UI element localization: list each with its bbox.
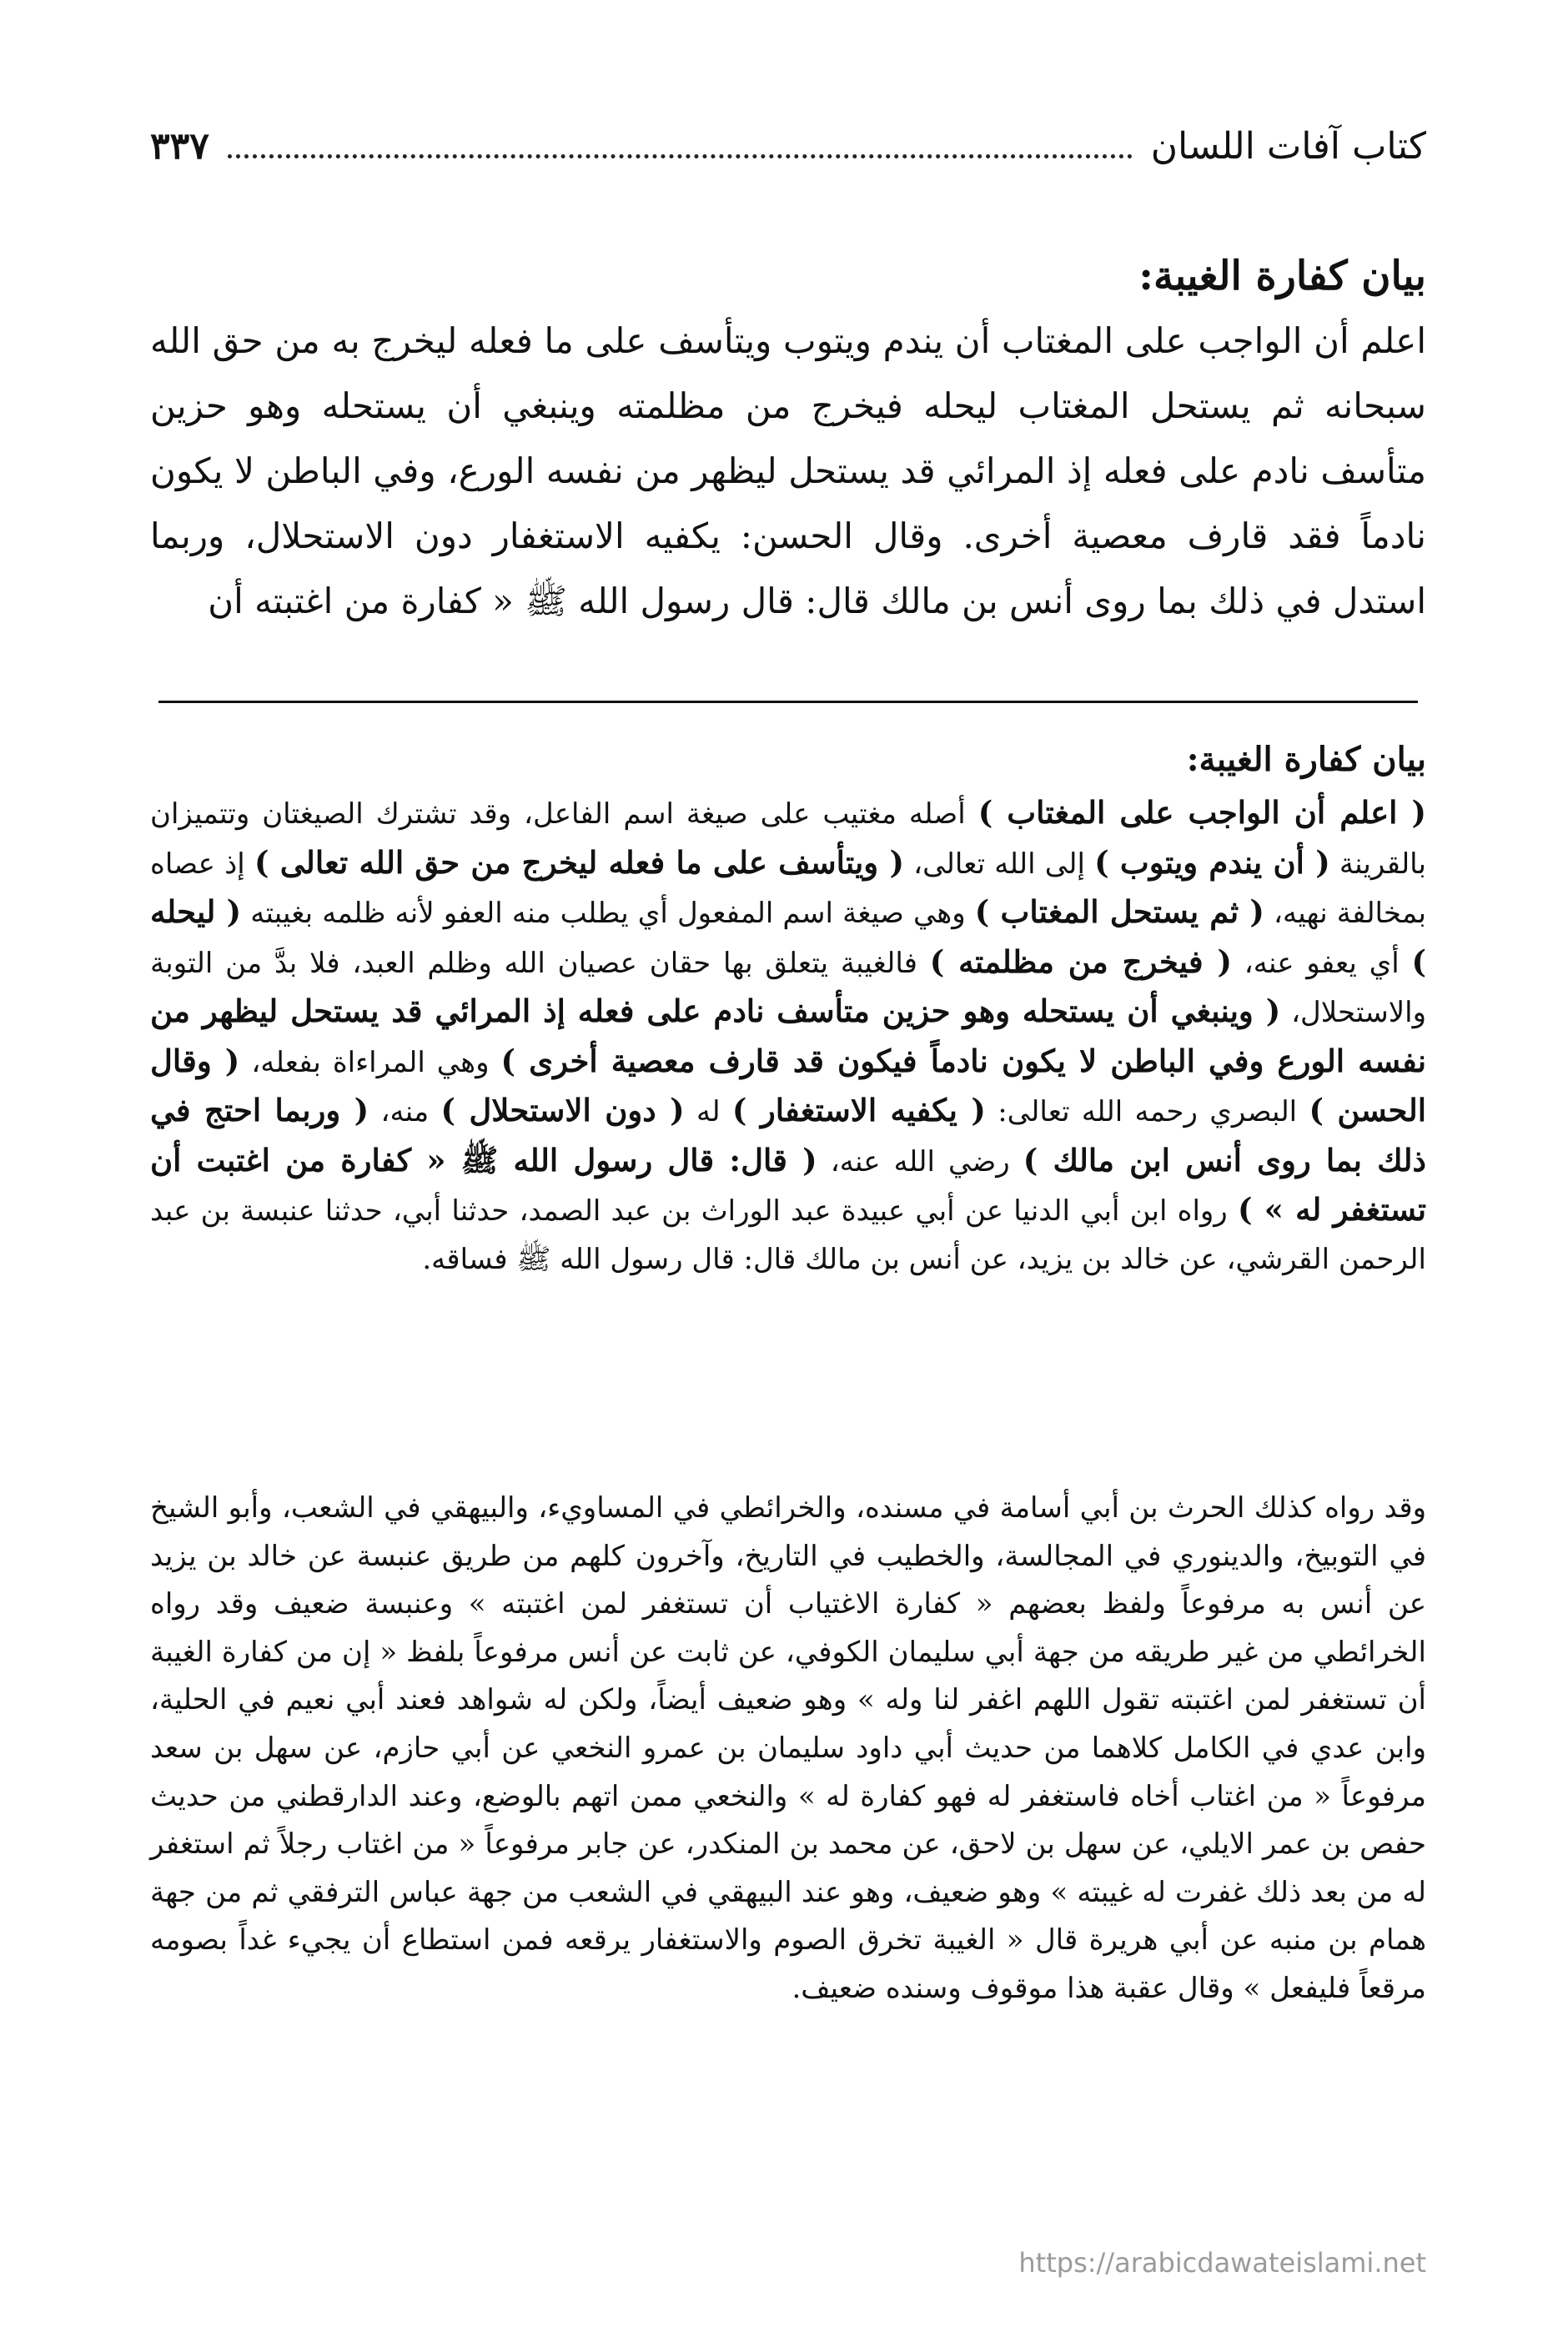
quoted-matn-segment: ( أن يندم ويتوب ) <box>1094 843 1330 881</box>
matn-heading: بيان كفارة الغيبة: <box>1138 253 1426 299</box>
sharh-heading: بيان كفارة الغيبة: <box>1186 740 1426 779</box>
quoted-matn-segment: ( وينبغي أن يستحله وهو حزين متأسف نادم على فعله إذ المرائي قد يستحل ليظهر من نفسه الورع وفي الباطن لا يكون نادماً فيكون قد قارف معصية أخرى ) <box>150 993 1426 1079</box>
leader-dots <box>228 154 1133 158</box>
commentary-segment: وهي صيغة اسم المفعول أي يطلب منه العفو لأنه ظلمه بغيبته <box>241 897 975 930</box>
commentary-segment: رواه ابن أبي الدنيا عن أبي عبيدة عبد الوراث بن عبد الصمد، حدثنا أبي، حدثنا عنبسة بن عبد الرحمن القرشي، عن خالد بن يزيد، عن أنس بن مالك قال: قال رسول الله ﷺ فساقه. <box>150 1194 1426 1276</box>
quoted-matn-segment: ( ثم يستحل المغتاب ) <box>974 893 1264 930</box>
sharh-section <box>150 731 1426 1284</box>
takhrij-text: وقد رواه كذلك الحرث بن أبي أسامة في مسنده، والخرائطي في المساويء، والبيهقي في الشعب، وأبو الشيخ في التوبيخ، والدينوري في المجالسة، والخطيب في التاريخ، وآخرون كلهم من طريق عنبسة عن خالد بن يزيد عن أنس به مرفوعاً ولفظ بعضهم « كفارة الاغتياب أن تستغفر لمن اغتبته » وعنبسة ضعيف وقد رواه الخرائطي من غير طريقه من جهة أبي سليمان الكوفي، عن ثابت عن أنس مرفوعاً بلفظ « إن من كفارة الغيبة أن تستغفر لمن اغتبته تقول اللهم اغفر لنا وله » وهو ضعيف أيضاً، ولكن له شواهد فعند أبي نعيم في الحلية، وابن عدي في الكامل كلاهما من حديث أبي داود سليمان بن عمرو النخعي عن أبي حازم، عن سهل بن سعد مرفوعاً « من اغتاب أخاه فاستغفر له فهو كفارة له » والنخعي ممن اتهم بالوضع، وعند الدارقطني من حديث حفص بن عمر الايلي، عن سهل بن لاحق، عن محمد بن المنكدر، عن جابر مرفوعاً « من اغتاب رجلاً ثم استغفر له من بعد ذلك غفرت له غيبته » وهو ضعيف، وهو عند البيهقي في الشعب من جهة عباس الترفقي ثم من جهة همام بن منبه عن أبي هريرة قال « الغيبة تخرق الصوم والاستغفار يرقعه فمن استطاع أن يجيء غداً بصومه مرقعاً فليفعل » وقال عقبة هذا موقوف وسنده ضعيف. <box>150 1491 1426 2005</box>
running-head <box>150 117 1426 175</box>
commentary-segment: إذ عصاه بمخالفة نهيه، <box>150 847 1426 930</box>
commentary-segment: له <box>684 1095 732 1128</box>
commentary-segment: أصله مغتيب على صيغة اسم الفاعل، وقد تشترك الصيغتان وتتميزان بالقرينة <box>150 797 1427 881</box>
book-title: كتاب آفات اللسان <box>1150 124 1426 168</box>
divider-line <box>158 701 1418 703</box>
quoted-matn-segment: ( يكفيه الاستغفار ) <box>731 1092 986 1128</box>
matn-text: اعلم أن الواجب على المغتاب أن يندم ويتوب ويتأسف على ما فعله ليخرج به من حق الله سبحانه ثم يستحل المغتاب ليحله فيخرج من مظلمته وينبغي أن يستحله وهو حزين متأسف نادم على فعله إذ المرائي قد يستحل ليظهر من نفسه الورع، وفي الباطن لا يكون نادماً فقد قارف معصية أخرى. وقال الحسن: يكفيه الاستغفار دون الاستحلال، وربما استدل في ذلك بما روى أنس بن مالك قال: قال رسول الله ﷺ « كفارة من اغتبته أن <box>150 320 1426 621</box>
quoted-matn-segment: ( ويتأسف على ما فعله ليخرج من حق الله تعالى ) <box>254 843 904 881</box>
commentary-segment: وهي المراءاة بفعله، <box>239 1045 501 1079</box>
commentary-segment: رضي الله عنه، <box>817 1144 1023 1179</box>
matn-section <box>150 244 1426 634</box>
takhrij-section <box>150 1485 1426 2013</box>
quoted-matn-segment: ( ليحله ) <box>150 893 1427 980</box>
commentary-segment: فالغيبة يتعلق بها حقان عصيان الله وظلم العبد، فلا بدَّ من التوبة والاستحلال، <box>150 946 1426 1029</box>
commentary-segment: أي يعفو عنه، <box>1231 946 1412 980</box>
quoted-matn-segment: ( قال: قال رسول الله ﷺ « كفارة من اغتبت أن تستغفر له » ) <box>150 1141 1427 1228</box>
commentary-segment: إلى الله تعالى، <box>903 847 1095 881</box>
quoted-matn-segment: ( وربما احتج في ذلك بما روى أنس ابن مالك ) <box>150 1092 1426 1179</box>
sharh-text <box>150 789 1426 1284</box>
watermark-url: https://arabicdawateislami.net <box>1018 2247 1426 2279</box>
quoted-matn-segment: ( وقال الحسن ) <box>150 1042 1426 1128</box>
commentary-segment: منه، <box>369 1095 441 1128</box>
quoted-matn-segment: ( اعلم أن الواجب على المغتاب ) <box>977 794 1426 831</box>
commentary-segment: البصري رحمه الله تعالى: <box>985 1095 1309 1128</box>
quoted-matn-segment: ( دون الاستحلال ) <box>440 1092 685 1128</box>
page-number: ٣٣٧ <box>150 124 209 168</box>
quoted-matn-segment: ( فيخرج من مظلمته ) <box>929 942 1232 980</box>
